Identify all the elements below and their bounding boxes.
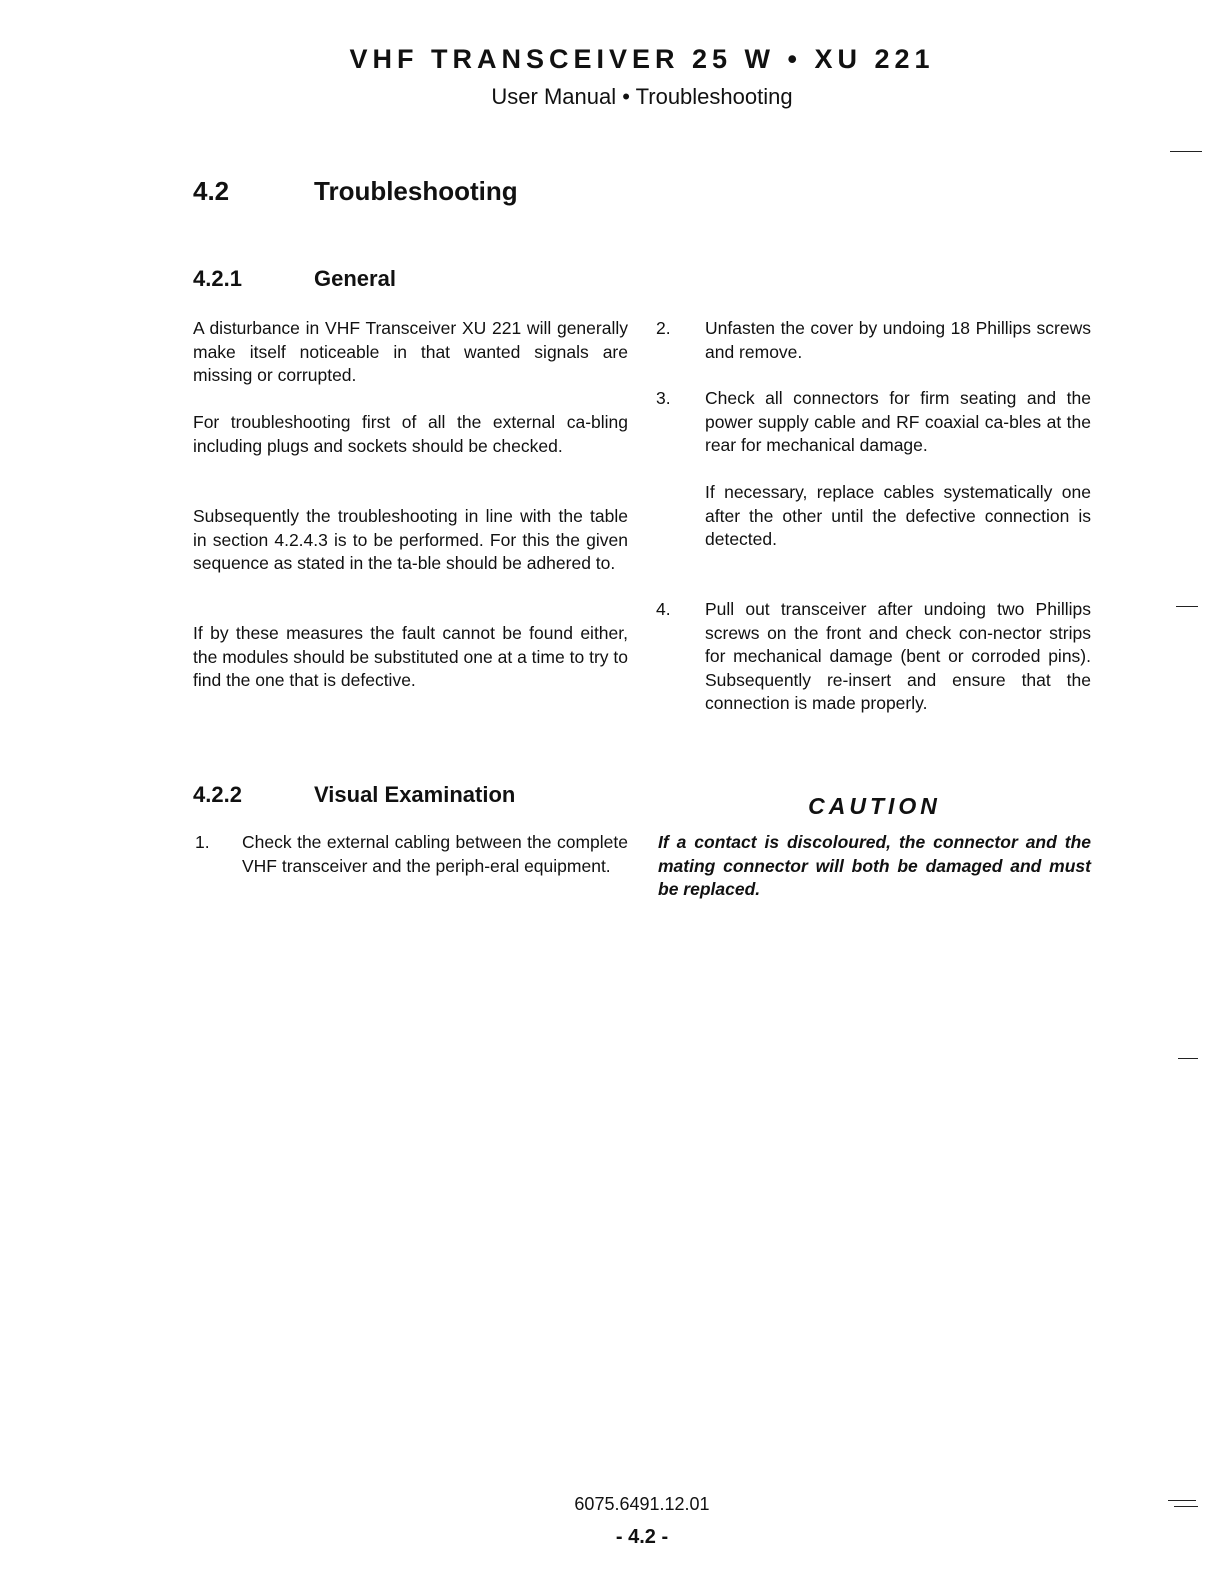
document-number: 6075.6491.12.01 xyxy=(574,1494,710,1514)
list-item-text: Check all connectors for firm seating and the power supply cable and RF coaxial ca-bles at the rear for mechanical damage. xyxy=(705,388,1091,455)
margin-mark xyxy=(1178,1058,1198,1059)
margin-mark xyxy=(1170,151,1202,152)
subsection-general-title: General xyxy=(314,266,396,291)
caution-text: If a contact is discoloured, the connector and the mating connector will both be damaged and must be replaced. xyxy=(658,832,1091,899)
general-paragraph-1: A disturbance in VHF Transceiver XU 221 will generally make itself noticeable in that wanted signals are missing or corrupted. xyxy=(193,318,628,385)
list-item-number: 1. xyxy=(195,832,210,852)
list-item-number: 4. xyxy=(656,599,671,619)
list-item-number: 2. xyxy=(656,318,671,338)
page-number: - 4.2 - xyxy=(615,1526,669,1548)
general-paragraph-3: Subsequently the troubleshooting in line with the table in section 4.2.4.3 is to be performed. For this the given sequence as stated in the ta-ble should be adhered to. xyxy=(193,506,628,573)
list-item-text: Check the external cabling between the complete VHF transceiver and the periph-eral equipment. xyxy=(242,832,628,876)
subsection-visual-title: Visual Examination xyxy=(314,782,516,807)
list-item-note: If necessary, replace cables systematically one after the other until the defective connection is detected. xyxy=(705,482,1091,549)
document-title: VHF TRANSCEIVER 25 W • XU 221 xyxy=(349,44,935,74)
section-title: Troubleshooting xyxy=(314,176,518,206)
margin-mark xyxy=(1176,606,1198,607)
list-item-number: 3. xyxy=(656,388,671,408)
general-paragraph-4: If by these measures the fault cannot be found either, the modules should be substituted one at a time to try to find the one that is defective. xyxy=(193,623,628,690)
section-number: 4.2 xyxy=(193,176,230,206)
general-paragraph-2: For troubleshooting first of all the external ca-bling including plugs and sockets should be checked. xyxy=(193,412,628,456)
subsection-general-number: 4.2.1 xyxy=(193,266,242,291)
margin-mark xyxy=(1168,1500,1196,1501)
caution-heading: CAUTION xyxy=(808,793,941,819)
subsection-visual-number: 4.2.2 xyxy=(193,782,242,807)
list-item-text: Unfasten the cover by undoing 18 Phillips screws and remove. xyxy=(705,318,1091,362)
document-subtitle: User Manual • Troubleshooting xyxy=(491,84,793,109)
list-item-text: Pull out transceiver after undoing two Phillips screws on the front and check con-nector strips for mechanical damage (bent or corroded pins). Subsequently re-insert and ensure that the connection is made properly. xyxy=(705,599,1091,713)
margin-mark xyxy=(1174,1506,1198,1507)
